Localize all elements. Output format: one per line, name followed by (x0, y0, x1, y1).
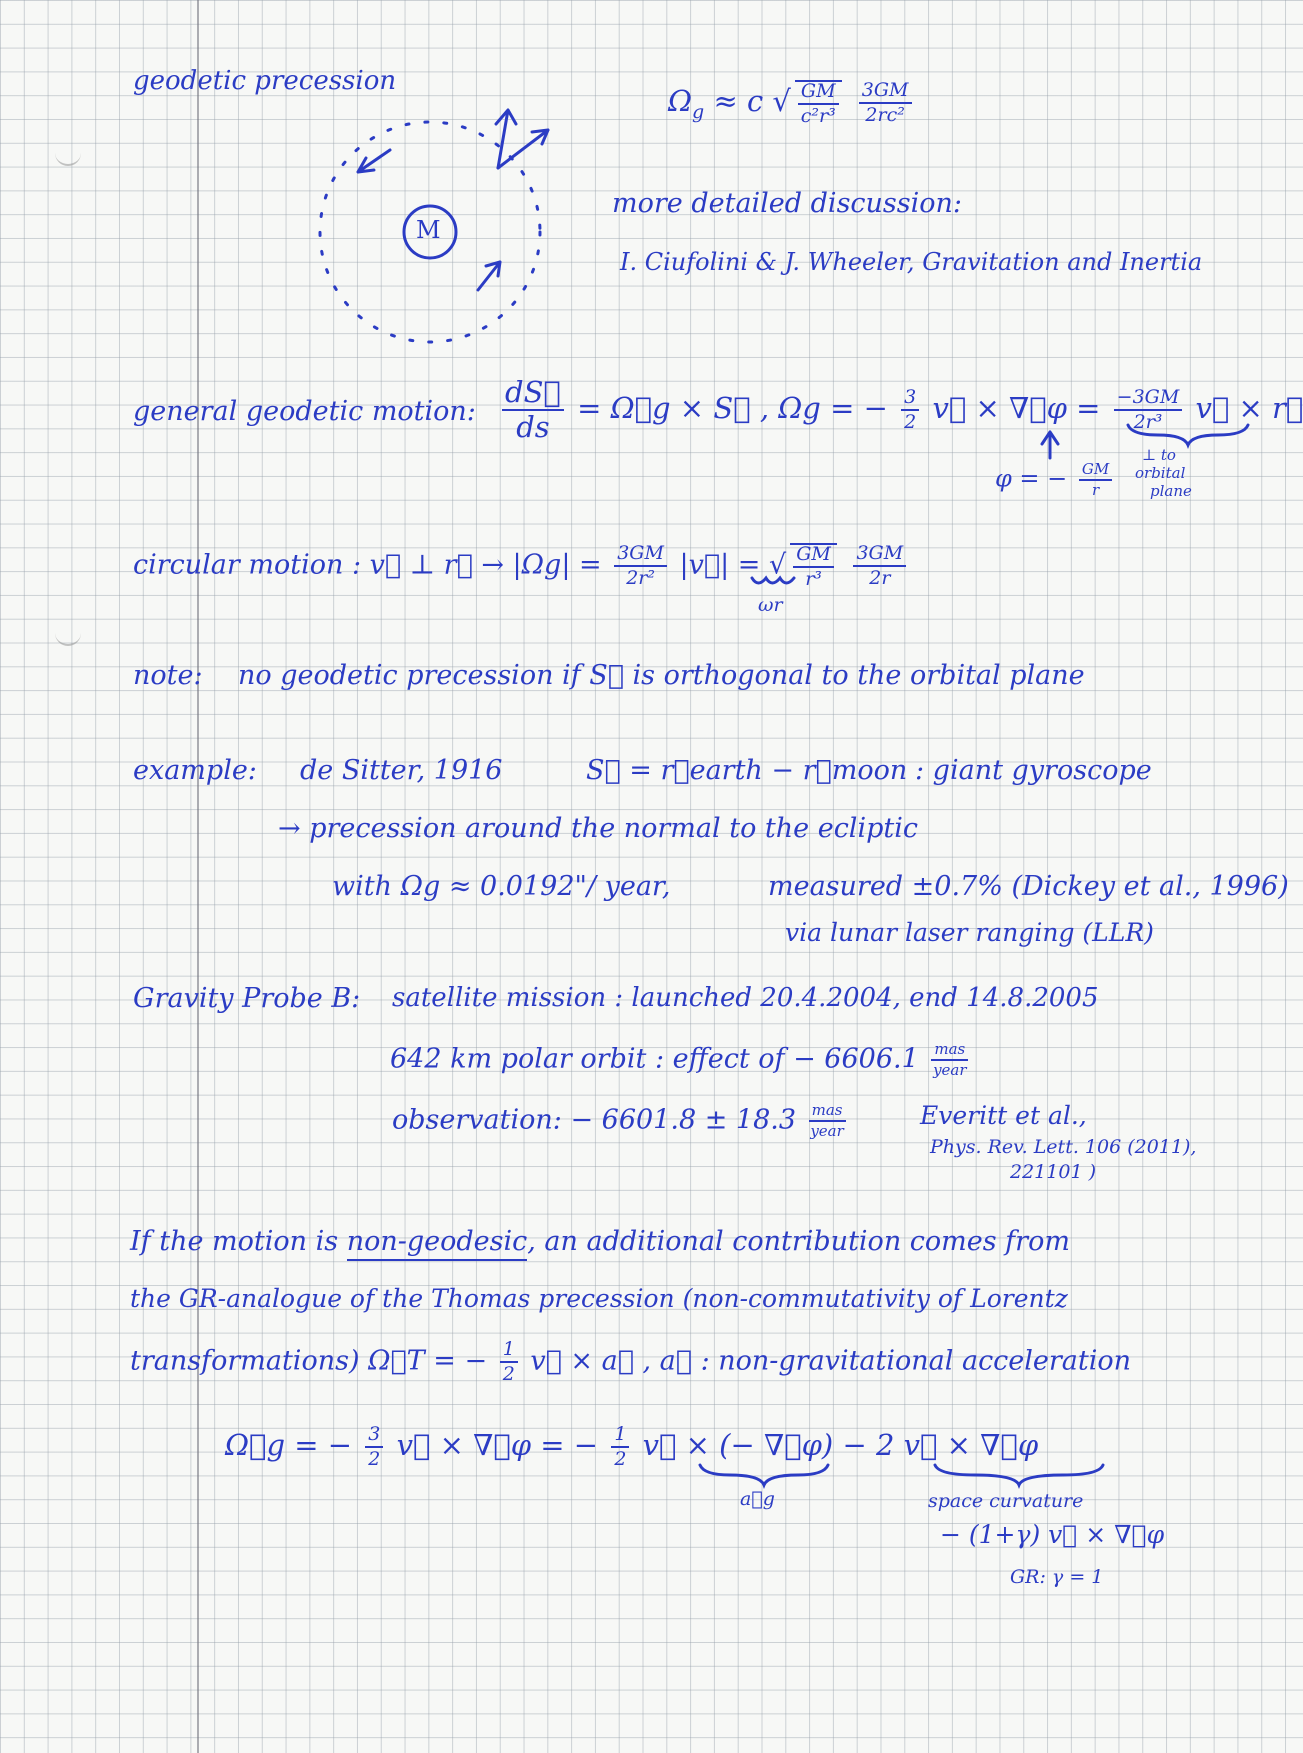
gr-gamma: GR: γ = 1 (1010, 1566, 1104, 1588)
space-curvature-label: space curvature (928, 1490, 1084, 1512)
eq-part: = Ω⃗g × S⃗ , (577, 391, 770, 425)
eq-part: Ω⃗g = − (225, 1428, 353, 1462)
dS-ds-fraction: $\frac{dS⃗}{ds}$ (502, 378, 564, 442)
fraction: $\frac{1}{2}$ (611, 1425, 629, 1469)
omega-g-formula: $\Omega_g \approx c$ √ $\frac{GM}{\text{c²r³}}$ $\frac{3GM}{\text{2rc²}}$ (668, 80, 916, 126)
mas-per-year: $\frac{\text{mas}}{\text{year}}$ (810, 1101, 844, 1140)
text-part: , an additional contribution comes from (527, 1226, 1070, 1257)
note-label: note: (133, 660, 203, 691)
gpb-mission: satellite mission : launched 20.4.2004, end 14.8.2005 (392, 983, 1099, 1013)
abs-v: |v⃗| (679, 549, 730, 581)
text-part: , a⃗ : non-gravitational acceleration (642, 1345, 1132, 1377)
example-equation: S⃗ = r⃗earth − r⃗moon (586, 755, 908, 786)
omega-symbol: Ω (668, 84, 693, 118)
gpb-orbit (390, 1042, 972, 1078)
final-equation (225, 1425, 1038, 1469)
approx-c: ≈ c (713, 84, 764, 118)
example-llr: via lunar laser ranging (LLR) (785, 918, 1154, 947)
thomas-omega: Ω⃗T = − (368, 1345, 488, 1377)
gpb-label: Gravity Probe B: (133, 983, 361, 1014)
fraction: $\frac{1}{2}$ (500, 1340, 518, 1384)
eq-part: φ = − (995, 464, 1068, 493)
fraction: $\frac{3GM}{\text{2r²}}$ (614, 544, 667, 588)
example-measured: measured ±0.7% (Dickey et al., 1996) (768, 871, 1289, 902)
example-gyroscope: : giant gyroscope (915, 755, 1152, 786)
sqrt-fraction: $\frac{GM}{\text{r³}}$ (790, 543, 837, 589)
eq-part: v⃗ × r⃗ (1195, 391, 1303, 425)
gpb-reference: 221101 ) (1010, 1161, 1096, 1183)
fraction: $\frac{3GM}{\text{2rc²}}$ (859, 81, 912, 125)
circular-label: circular motion : v⃗ ⊥ r⃗ → |Ωg| = (133, 549, 602, 581)
gpb-observation-text: observation: − 6601.8 ± 18.3 (392, 1104, 797, 1136)
fraction: $\frac{3GM}{2r}$ (853, 544, 906, 588)
omega-subscript: g (692, 100, 705, 123)
orbit-arrow-icon (478, 262, 500, 290)
nongeo-line2: the GR-analogue of the Thomas precession (non-commutativity of Lorentz (130, 1284, 1068, 1313)
example-precession: → precession around the normal to the ecliptic (278, 813, 918, 844)
eq-part: Ωg = − (778, 391, 888, 425)
equals: = (737, 549, 761, 581)
eq-part: v⃗ × ∇⃗φ = (932, 391, 1101, 425)
gpb-orbit-text: 642 km polar orbit : effect of − 6606.1 (390, 1043, 919, 1075)
orbit-arrow-icon (358, 150, 390, 172)
fraction: $\frac{3}{2}$ (365, 1425, 383, 1469)
phi-definition (995, 462, 1116, 498)
fraction: $\frac{-3GM}{\text{2r³}}$ (1114, 388, 1183, 432)
eq-part: v⃗ × (− ∇⃗φ) − 2 v⃗ × ∇⃗φ (642, 1428, 1039, 1462)
eq-part: v⃗ × ∇⃗φ = − (396, 1428, 599, 1462)
general-geodetic-label: general geodetic motion: (133, 396, 476, 427)
non-geodesic-underlined: non-geodesic (347, 1226, 528, 1261)
gpb-observation (392, 1103, 850, 1139)
perp-note: plane (1150, 482, 1192, 500)
note-text: no geodetic precession if S⃗ is orthogonal to the orbital plane (238, 660, 1085, 691)
fraction: $\frac{GM}{r}$ (1079, 462, 1112, 498)
circular-motion-line: circular motion : v⃗ ⊥ r⃗ → |Ωg| = $\frac{3GM}{\text{2r²}}$ |v⃗| = √ $\frac{GM}{\text{r³}}$ $\frac{3GM}{2r}$ (133, 543, 910, 589)
gamma-term: − (1+γ) v⃗ × ∇⃗φ (940, 1520, 1165, 1549)
gpb-reference: Everitt et al., (920, 1101, 1087, 1130)
nongeo-line1 (130, 1228, 1070, 1255)
text-part: If the motion is (130, 1226, 339, 1257)
omega-r-label: ωr (758, 594, 783, 616)
example-value: with Ωg ≈ 0.0192"/ year, (332, 871, 671, 902)
text-part: v⃗ × a⃗ (530, 1345, 634, 1377)
spin-arrow-icon (498, 130, 548, 168)
general-geodetic-equation (498, 375, 1303, 444)
reference-citation: I. Ciufolini & J. Wheeler, Gravitation and Inertia (620, 248, 1203, 276)
sqrt-fraction: $\frac{GM}{\text{c²r³}}$ (795, 80, 842, 126)
mass-label: M (416, 216, 441, 244)
page-title: geodetic precession (133, 66, 397, 96)
fraction: $\frac{3}{2}$ (901, 388, 919, 432)
example-label: example: (133, 755, 257, 786)
perp-note: orbital (1135, 464, 1186, 482)
reference-heading: more detailed discussion: (612, 188, 963, 219)
perp-note: ⊥ to (1142, 446, 1176, 464)
gpb-reference: Phys. Rev. Lett. 106 (2011), (930, 1136, 1197, 1158)
ag-label: a⃗g (740, 1488, 775, 1510)
text-part: transformations) (130, 1345, 360, 1377)
nongeo-line3 (130, 1340, 1131, 1384)
example-author: de Sitter, 1916 (300, 755, 503, 786)
mas-per-year: $\frac{\text{mas}}{\text{year}}$ (933, 1040, 967, 1079)
